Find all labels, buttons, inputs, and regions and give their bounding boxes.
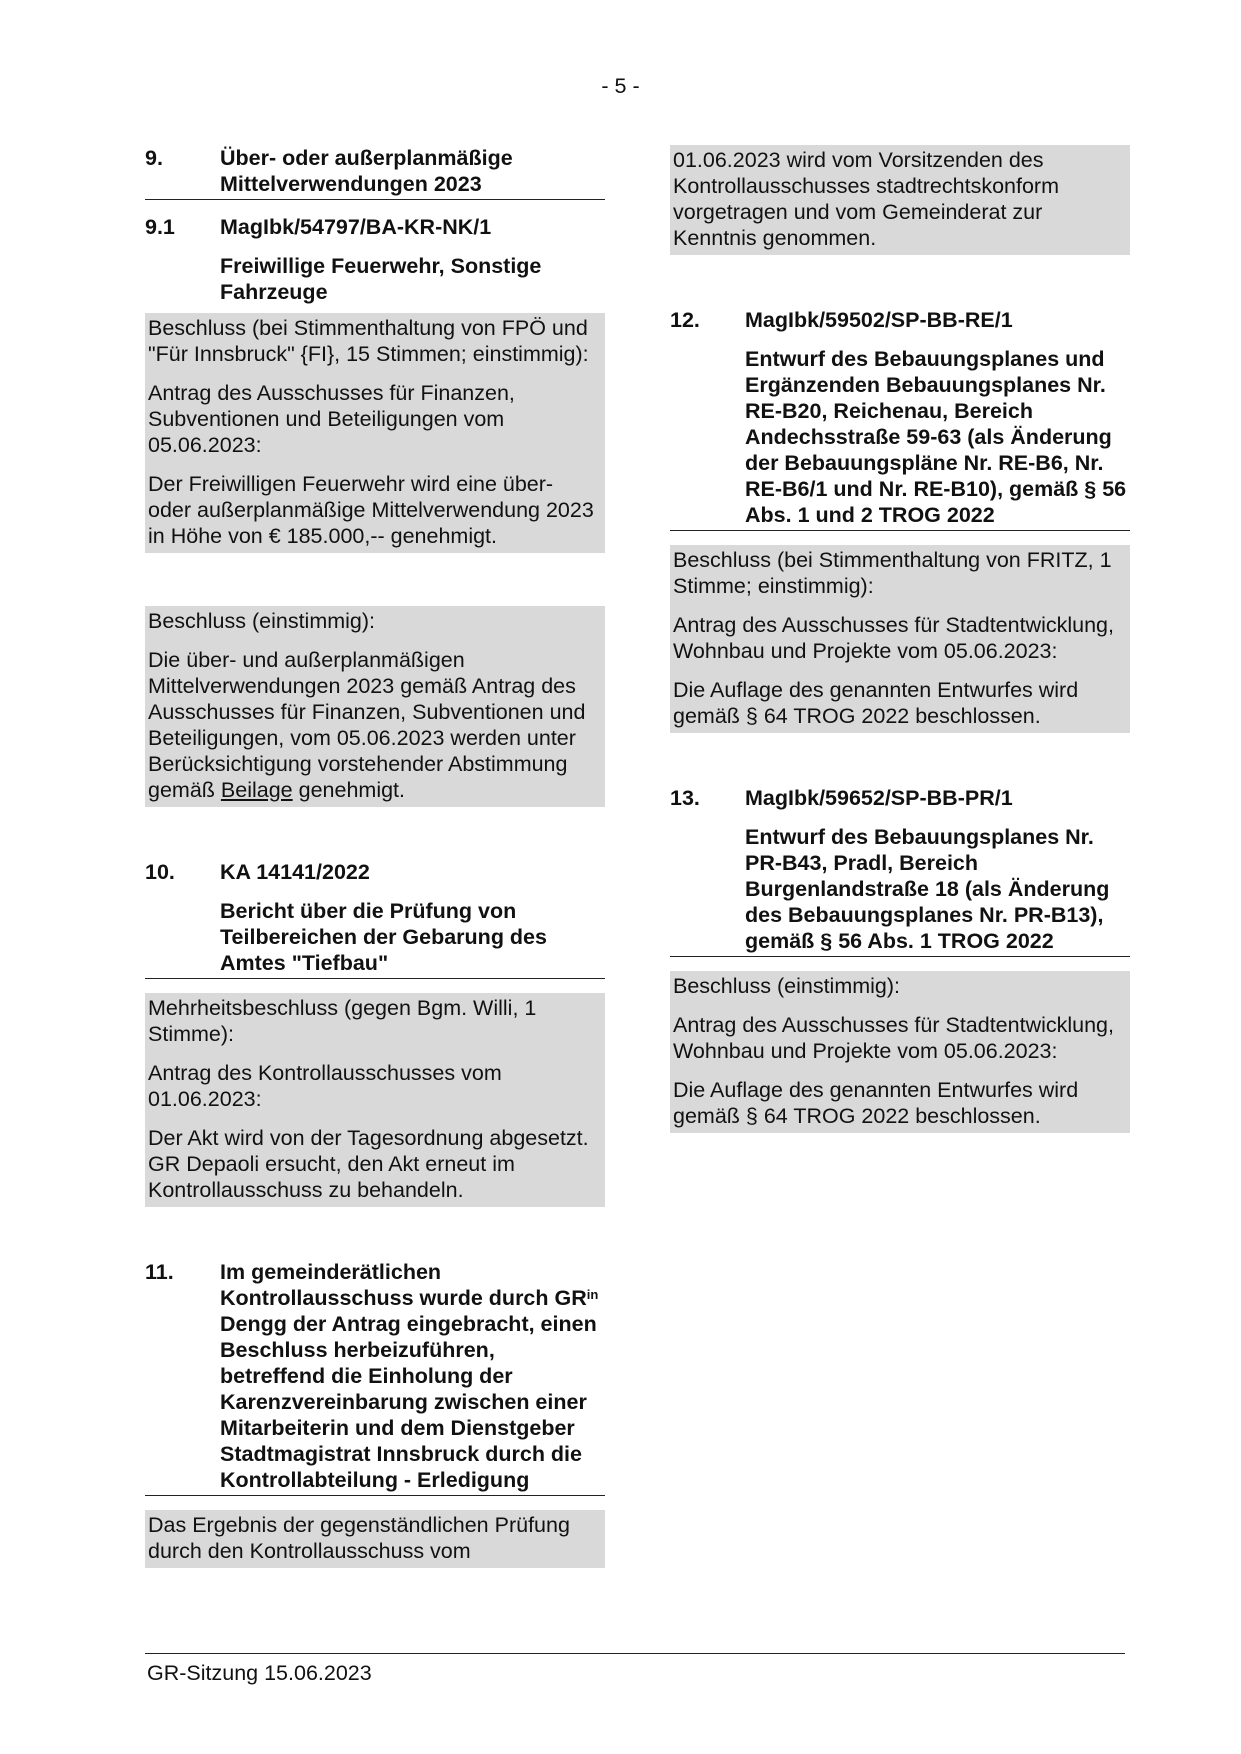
section-code: MagIbk/59502/SP-BB-RE/1 <box>745 308 1013 332</box>
resolution-text: Die über- und außerplanmäßigen Mittelverwendungen 2023 gemäß Antrag des Ausschusses für Finanzen, Subventionen und Beteiligungen, vom 05.06.2023 werden unter Berücksichtigung vorstehender Abstimmung gemäß Beilage genehmigt. <box>148 648 586 802</box>
section-subtitle: Entwurf des Bebauungsplanes Nr. PR-B43, Pradl, Bereich Burgenlandstraße 18 (als Änderung des Bebauungsplanes Nr. PR-B13), gemäß § 56 Abs. 1 TROG 2022 <box>745 825 1110 953</box>
section-12-header <box>670 307 1130 531</box>
right-column <box>670 145 1130 1133</box>
footer-divider <box>145 1653 1125 1654</box>
section-number: 12. <box>670 308 700 332</box>
section-10-header <box>145 859 605 979</box>
section-number: 9. <box>145 146 163 170</box>
resolution-box <box>145 313 605 553</box>
section-9-total-box <box>145 606 605 807</box>
section-subtitle: Freiwillige Feuerwehr, Sonstige Fahrzeuge <box>220 254 542 304</box>
resolution-box <box>670 971 1130 1133</box>
resolution-text: Der Freiwilligen Feuerwehr wird eine über- oder außerplanmäßige Mittelverwendung 2023 in Höhe von € 185.000,-- genehmigt. <box>148 472 594 548</box>
left-column <box>145 145 605 1568</box>
section-number: 10. <box>145 860 175 884</box>
resolution-vote: Beschluss (einstimmig): <box>148 609 375 633</box>
resolution-box <box>670 545 1130 733</box>
section-number: 13. <box>670 786 700 810</box>
resolution-text: Die Auflage des genannten Entwurfes wird gemäß § 64 TROG 2022 beschlossen. <box>673 678 1079 728</box>
resolution-box <box>145 993 605 1207</box>
resolution-text: Das Ergebnis der gegenständlichen Prüfung durch den Kontrollausschuss vom <box>148 1513 570 1563</box>
resolution-vote: Beschluss (bei Stimmenthaltung von FPÖ und "Für Innsbruck" {FI}, 15 Stimmen; einstimmig): <box>148 316 589 366</box>
section-title: Über- oder außerplanmäßige Mittelverwendungen 2023 <box>220 146 513 196</box>
resolution-text: Der Akt wird von der Tagesordnung abgesetzt. GR Depaoli ersucht, den Akt erneut im Kontrollausschuss zu behandeln. <box>148 1126 589 1202</box>
section-code: MagIbk/59652/SP-BB-PR/1 <box>745 786 1013 810</box>
resolution-text: 01.06.2023 wird vom Vorsitzenden des Kontrollausschusses stadtrechtskonform vorgetragen und vom Gemeinderat zur Kenntnis genommen. <box>673 148 1059 250</box>
section-11-header <box>145 1259 605 1496</box>
resolution-motion: Antrag des Ausschusses für Finanzen, Subventionen und Beteiligungen vom 05.06.2023: <box>148 381 515 457</box>
section-subtitle: Entwurf des Bebauungsplanes und Ergänzenden Bebauungsplanes Nr. RE-B20, Reichenau, Bereich Andechsstraße 59-63 (als Änderung der Bebauungspläne Nr. RE-B6, Nr. RE-B6/1 und Nr. RE-B10), gemäß § 56 Abs. 1 und 2 TROG 2022 <box>745 347 1127 527</box>
attachment-link[interactable]: Beilage <box>220 778 293 802</box>
section-13-header <box>670 785 1130 957</box>
resolution-text: Die Auflage des genannten Entwurfes wird gemäß § 64 TROG 2022 beschlossen. <box>673 1078 1079 1128</box>
resolution-motion: Antrag des Ausschusses für Stadtentwicklung, Wohnbau und Projekte vom 05.06.2023: <box>673 613 1114 663</box>
resolution-vote: Beschluss (bei Stimmenthaltung von FRITZ, 1 Stimme; einstimmig): <box>673 548 1112 598</box>
footer-text: GR-Sitzung 15.06.2023 <box>147 1661 372 1685</box>
resolution-motion: Antrag des Ausschusses für Stadtentwicklung, Wohnbau und Projekte vom 05.06.2023: <box>673 1013 1114 1063</box>
section-number: 9.1 <box>145 215 175 239</box>
resolution-vote: Mehrheitsbeschluss (gegen Bgm. Willi, 1 Stimme): <box>148 996 537 1046</box>
section-code: KA 14141/2022 <box>220 860 370 884</box>
section-number: 11. <box>145 1260 174 1284</box>
page-number: - 5 - <box>601 74 640 98</box>
section-subtitle: Bericht über die Prüfung von Teilbereichen der Gebarung des Amtes "Tiefbau" <box>220 899 547 975</box>
resolution-box <box>145 1510 605 1568</box>
section-9-1 <box>145 214 605 553</box>
section-title: Im gemeinderätlichen Kontrollausschuss wurde durch $GR^{in}$ Dengg der Antrag eingebracht, einen Beschluss herbeizuführen, betreffend die Einholung der Karenzvereinbarung zwischen einer Mitarbeiterin und dem Dienstgeber Stadtmagistrat Innsbruck durch die Kontrollabteilung - Erledigung <box>220 1260 599 1492</box>
resolution-vote: Beschluss (einstimmig): <box>673 974 900 998</box>
section-code: MagIbk/54797/BA-KR-NK/1 <box>220 215 492 239</box>
section-11-continued-box <box>670 145 1130 255</box>
resolution-motion: Antrag des Kontrollausschusses vom 01.06.2023: <box>148 1061 502 1111</box>
section-9-header <box>145 145 605 200</box>
